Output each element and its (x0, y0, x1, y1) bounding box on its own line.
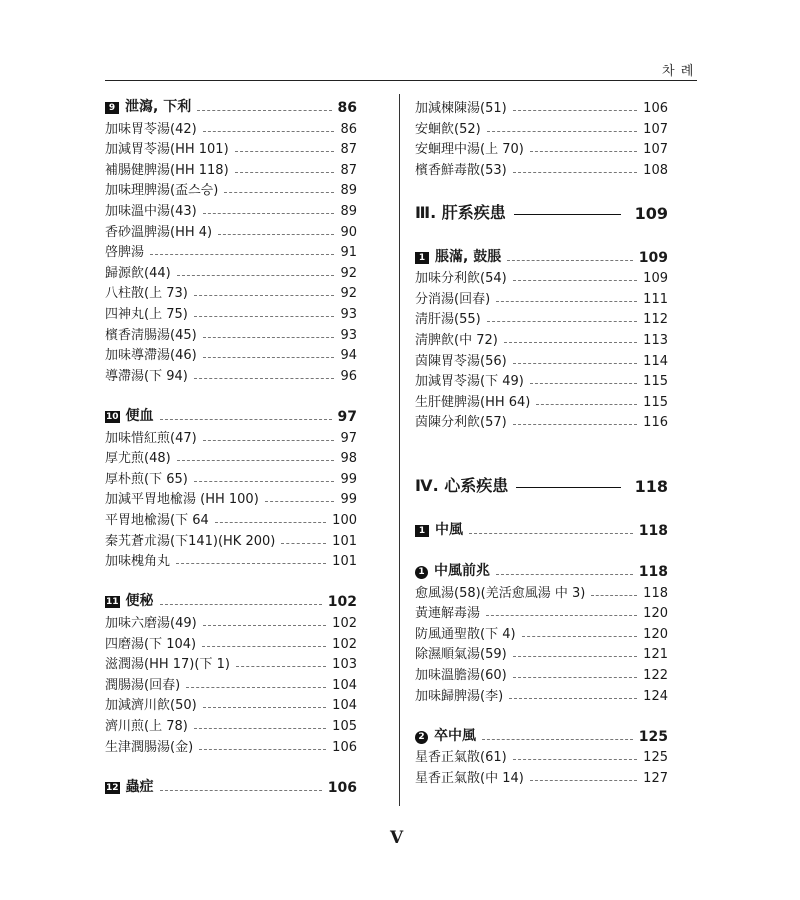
section-number-badge: 11 (106, 597, 119, 608)
toc-page-number: 121 (643, 647, 668, 663)
toc-page-number: 120 (643, 606, 668, 622)
toc-page-number: 87 (340, 162, 357, 178)
toc-page-number: 97 (340, 430, 357, 446)
toc-entry (105, 158, 357, 178)
toc-label: 啓脾湯 (105, 245, 145, 261)
toc-entry (415, 745, 668, 765)
toc-entry (415, 307, 668, 327)
dotted-leader (513, 363, 637, 364)
dotted-leader (509, 698, 637, 699)
page-numeral: V (390, 828, 404, 848)
toc-page-number: 101 (332, 554, 357, 570)
toc-page-number: 102 (327, 594, 357, 611)
toc-chapter (415, 472, 668, 496)
toc-page-number: 118 (643, 585, 668, 601)
toc-entry (415, 287, 668, 307)
dotted-leader (486, 615, 637, 616)
section-number-badge: 10 (106, 412, 119, 422)
dotted-leader (487, 131, 637, 132)
dotted-leader (203, 357, 335, 358)
dotted-leader (469, 533, 633, 534)
toc-label: 星香正氣散(中 14) (415, 771, 524, 786)
toc-page-number: 107 (643, 121, 668, 137)
toc-section (105, 405, 357, 425)
toc-label: 茵陳分利飮(57) (415, 415, 507, 431)
dotted-leader (513, 677, 637, 678)
dotted-leader (194, 728, 326, 729)
toc-label: 生肝健脾湯(HH 64) (415, 394, 531, 410)
dotted-leader (203, 625, 326, 626)
section-number-badge: 1 (415, 252, 429, 264)
toc-page-number: 113 (643, 333, 668, 348)
toc-page-number: 115 (643, 374, 668, 390)
toc-entry (415, 117, 668, 137)
toc-label: 安蛔飮(52) (415, 121, 481, 137)
toc-page-number: 93 (340, 307, 357, 322)
dotted-leader (536, 404, 637, 405)
toc-label: 加味六磨湯(49) (105, 616, 197, 631)
toc-label: 黃連解毒湯 (415, 606, 481, 622)
dotted-leader (530, 383, 637, 384)
toc-page-number: 91 (340, 245, 357, 261)
column-divider (399, 94, 400, 806)
toc-entry (105, 508, 357, 528)
dotted-leader (194, 316, 335, 317)
toc-entry (415, 266, 668, 286)
toc-label: 12 蟲症 (106, 778, 154, 795)
dotted-leader (176, 563, 326, 564)
dotted-leader (513, 759, 637, 760)
toc-page-number: 92 (340, 265, 357, 281)
toc-entry (415, 158, 668, 178)
dotted-leader (265, 501, 335, 502)
toc-label: 加減胃苓湯(HH 101) (105, 142, 229, 158)
dotted-leader (513, 280, 637, 281)
dotted-leader (177, 275, 335, 276)
toc-label: 加味溫膽湯(60) (415, 668, 507, 683)
dotted-leader (203, 337, 335, 338)
toc-page-number: 96 (340, 368, 357, 384)
toc-page-number: 104 (332, 677, 357, 693)
toc-label: 1 中風前兆 (415, 560, 490, 580)
toc-entry (415, 137, 668, 157)
toc-page-number: 102 (332, 616, 357, 631)
toc-section (415, 519, 668, 539)
toc-label: 淸脾飮(中 72) (415, 333, 498, 348)
dotted-leader (482, 739, 633, 740)
toc-page-number: 105 (332, 719, 357, 734)
toc-entry (105, 426, 357, 446)
toc-entry (105, 652, 357, 672)
toc-entry (415, 390, 668, 410)
toc-entry (105, 323, 357, 343)
dotted-leader (530, 780, 637, 781)
toc-section (415, 560, 668, 580)
toc-page-number: 109 (638, 249, 668, 266)
dotted-leader (591, 595, 637, 596)
dotted-leader (160, 790, 322, 791)
toc-label: Ⅲ. 肝系疾患 (415, 203, 506, 222)
toc-page-number: 92 (340, 286, 357, 302)
toc-page-number: 127 (643, 771, 668, 786)
dotted-leader (522, 636, 638, 637)
toc-entry (415, 328, 668, 348)
dotted-leader (496, 574, 633, 575)
toc-label: 厚朴煎(下 65) (105, 471, 188, 487)
toc-entry (415, 622, 668, 642)
toc-entry (105, 446, 357, 466)
toc-label: 11 便秘 (106, 593, 154, 610)
toc-page-number: 122 (643, 668, 668, 683)
toc-label: 加味溫中湯(43) (105, 204, 197, 219)
toc-label: 星香正氣散(61) (415, 750, 507, 766)
toc-label: 歸源飮(44) (105, 265, 171, 281)
toc-page-number: 97 (337, 409, 357, 425)
toc-page-number: 116 (643, 415, 668, 431)
toc-page-number: 120 (643, 626, 668, 642)
dotted-leader (513, 656, 637, 657)
toc-label: 安蛔理中湯(上 70) (415, 142, 524, 158)
toc-chapter (415, 199, 668, 223)
dotted-leader (513, 424, 637, 425)
toc-page-number: 86 (337, 100, 357, 116)
toc-entry (105, 714, 357, 734)
toc-page-number: 99 (340, 492, 357, 508)
subsection-number-circle: 1 (415, 566, 428, 579)
dotted-leader (203, 213, 335, 214)
dotted-leader (487, 321, 637, 322)
toc-entry (105, 261, 357, 281)
toc-label: 平胃地楡湯(下 64 (105, 513, 209, 528)
toc-page-number: 109 (634, 204, 668, 223)
toc-entry (105, 549, 357, 569)
toc-label: 四磨湯(下 104) (105, 636, 197, 652)
toc-page-number: 115 (643, 394, 668, 410)
toc-entry (105, 343, 357, 363)
toc-label: 10 便血 (106, 408, 154, 424)
dotted-leader (203, 707, 326, 708)
toc-section (105, 96, 357, 116)
header-rule (105, 80, 697, 81)
dotted-leader (203, 440, 335, 441)
toc-entry (415, 601, 668, 621)
toc-label: 9 泄瀉, 下利 (105, 96, 191, 116)
toc-label: 加減濟川飮(50) (105, 698, 197, 714)
toc-label: 滋潤湯(HH 17)(下 1) (105, 657, 230, 673)
toc-label: 香砂溫脾湯(HH 4) (105, 224, 213, 240)
toc-page-number: 90 (340, 224, 357, 240)
section-number-badge: 1 (415, 525, 429, 537)
dotted-leader (177, 460, 335, 461)
toc-page-number: 104 (332, 698, 357, 714)
toc-entry (105, 302, 357, 322)
dotted-leader (496, 301, 637, 302)
dotted-leader (150, 254, 334, 255)
toc-label: 檳香淸腸湯(45) (105, 327, 197, 343)
dotted-leader (218, 234, 334, 235)
toc-page-number: 93 (340, 327, 357, 343)
toc-entry (415, 766, 668, 786)
toc-page-number: 109 (643, 271, 668, 287)
toc-page-number: 112 (643, 312, 668, 328)
toc-label: 八柱散(上 73) (105, 286, 188, 302)
toc-page-number: 102 (332, 636, 357, 652)
toc-page-number: 106 (327, 779, 357, 796)
dotted-leader (197, 110, 331, 111)
toc-label: 導滯湯(下 94) (105, 368, 188, 384)
toc-label: 加味理脾湯(盃스승) (105, 183, 219, 199)
page-header-title: 차 례 (662, 64, 695, 79)
toc-label: 加減胃苓湯(下 49) (415, 374, 524, 390)
toc-label: 加味歸脾湯(李) (415, 688, 504, 704)
toc-entry (105, 632, 357, 652)
toc-page-number: 89 (340, 183, 357, 199)
subsection-number-circle: 2 (415, 731, 428, 744)
toc-page-number: 118 (638, 522, 668, 539)
toc-page-number: 86 (340, 121, 357, 137)
toc-page-number: 118 (638, 564, 668, 580)
toc-label: 生津潤腸湯(金) (105, 739, 194, 755)
dotted-leader (194, 378, 335, 379)
dotted-leader (281, 543, 326, 544)
toc-label: 濟川煎(上 78) (105, 719, 188, 734)
toc-entry (105, 117, 357, 137)
toc-label: 分消湯(回春) (415, 291, 491, 307)
toc-label: 加減楝陳湯(51) (415, 101, 507, 116)
toc-label: 加味胃苓湯(42) (105, 121, 197, 137)
toc-entry (105, 487, 357, 507)
toc-label: 加減平胃地楡湯 (HH 100) (105, 492, 259, 508)
dotted-leader (202, 646, 326, 647)
toc-page-number: 103 (332, 657, 357, 673)
toc-entry (415, 410, 668, 430)
toc-label: 四神丸(上 75) (105, 307, 188, 322)
toc-label: 厚尤煎(48) (105, 451, 171, 467)
toc-label: 2 卒中風 (415, 725, 476, 745)
toc-page-number: 94 (340, 348, 357, 364)
dotted-leader (203, 131, 335, 132)
toc-entry (105, 735, 357, 755)
toc-page-number: 89 (340, 204, 357, 219)
section-number-badge: 12 (106, 782, 119, 793)
dotted-leader (215, 522, 326, 523)
toc-entry (415, 642, 668, 662)
toc-page-number: 107 (643, 142, 668, 158)
toc-section (415, 725, 668, 745)
dotted-leader (160, 419, 332, 420)
toc-page-number: 111 (643, 291, 668, 307)
toc-entry (105, 137, 357, 157)
dotted-leader (199, 749, 326, 750)
dotted-leader (516, 487, 620, 488)
dotted-leader (236, 666, 326, 667)
toc-label: 補腸健脾湯(HH 118) (105, 162, 229, 178)
toc-label: 茵陳胃苓湯(56) (415, 353, 507, 369)
toc-page-number: 125 (643, 750, 668, 766)
dotted-leader (194, 481, 335, 482)
toc-section (415, 246, 668, 266)
toc-label: 淸肝湯(55) (415, 312, 481, 328)
toc-label: 防風通聖散(下 4) (415, 626, 516, 642)
toc-page-number: 118 (634, 477, 668, 497)
toc-entry (415, 349, 668, 369)
dotted-leader (235, 151, 335, 152)
toc-page-number: 98 (340, 451, 357, 467)
toc-page-number: 108 (643, 162, 668, 178)
toc-entry (105, 178, 357, 198)
dotted-leader (513, 110, 637, 111)
toc-entry (105, 281, 357, 301)
toc-page-number: 87 (340, 142, 357, 158)
toc-entry (105, 693, 357, 713)
toc-entry (105, 240, 357, 260)
dotted-leader (504, 342, 637, 343)
toc-label: Ⅳ. 心系疾患 (415, 476, 509, 496)
toc-entry (415, 663, 668, 683)
toc-section (105, 590, 357, 610)
toc-entry (105, 529, 357, 549)
toc-page-number: 124 (643, 688, 668, 704)
toc-entry (105, 199, 357, 219)
toc-page-number: 101 (332, 533, 357, 549)
dotted-leader (186, 687, 326, 688)
toc-entry (105, 611, 357, 631)
toc-label: 秦艽蒼朮湯(下141)(HK 200) (105, 533, 276, 549)
toc-page-number: 100 (332, 513, 357, 528)
dotted-leader (514, 214, 621, 215)
toc-entry (415, 581, 668, 601)
toc-label: 1 中風 (415, 519, 463, 539)
dotted-leader (160, 604, 322, 605)
dotted-leader (194, 295, 335, 296)
toc-entry (105, 673, 357, 693)
toc-label: 加味惜紅煎(47) (105, 430, 197, 446)
dotted-leader (235, 172, 335, 173)
dotted-leader (224, 192, 334, 193)
toc-label: 1 脹滿, 鼓脹 (415, 246, 501, 266)
dotted-leader (507, 260, 633, 261)
dotted-leader (513, 172, 637, 173)
toc-page-number: 114 (643, 353, 668, 369)
section-number-badge: 9 (105, 102, 119, 114)
toc-section (105, 776, 357, 796)
toc-entry (415, 684, 668, 704)
toc-entry (415, 96, 668, 116)
toc-label: 加味分利飮(54) (415, 271, 507, 287)
toc-label: 潤腸湯(回春) (105, 677, 181, 693)
toc-entry (415, 369, 668, 389)
dotted-leader (530, 151, 637, 152)
toc-page-number: 106 (643, 101, 668, 116)
toc-page-number: 99 (340, 471, 357, 487)
toc-page-number: 125 (638, 728, 668, 745)
toc-page-number: 106 (332, 739, 357, 755)
toc-entry (105, 467, 357, 487)
toc-label: 加味導滯湯(46) (105, 348, 197, 364)
toc-entry (105, 364, 357, 384)
toc-label: 愈風湯(58)(羌活愈風湯 中 3) (415, 585, 586, 601)
toc-label: 除濕順氣湯(59) (415, 647, 507, 663)
toc-label: 檳香鮮毒散(53) (415, 162, 507, 178)
toc-entry (105, 220, 357, 240)
toc-label: 加味槐角丸 (105, 554, 171, 570)
